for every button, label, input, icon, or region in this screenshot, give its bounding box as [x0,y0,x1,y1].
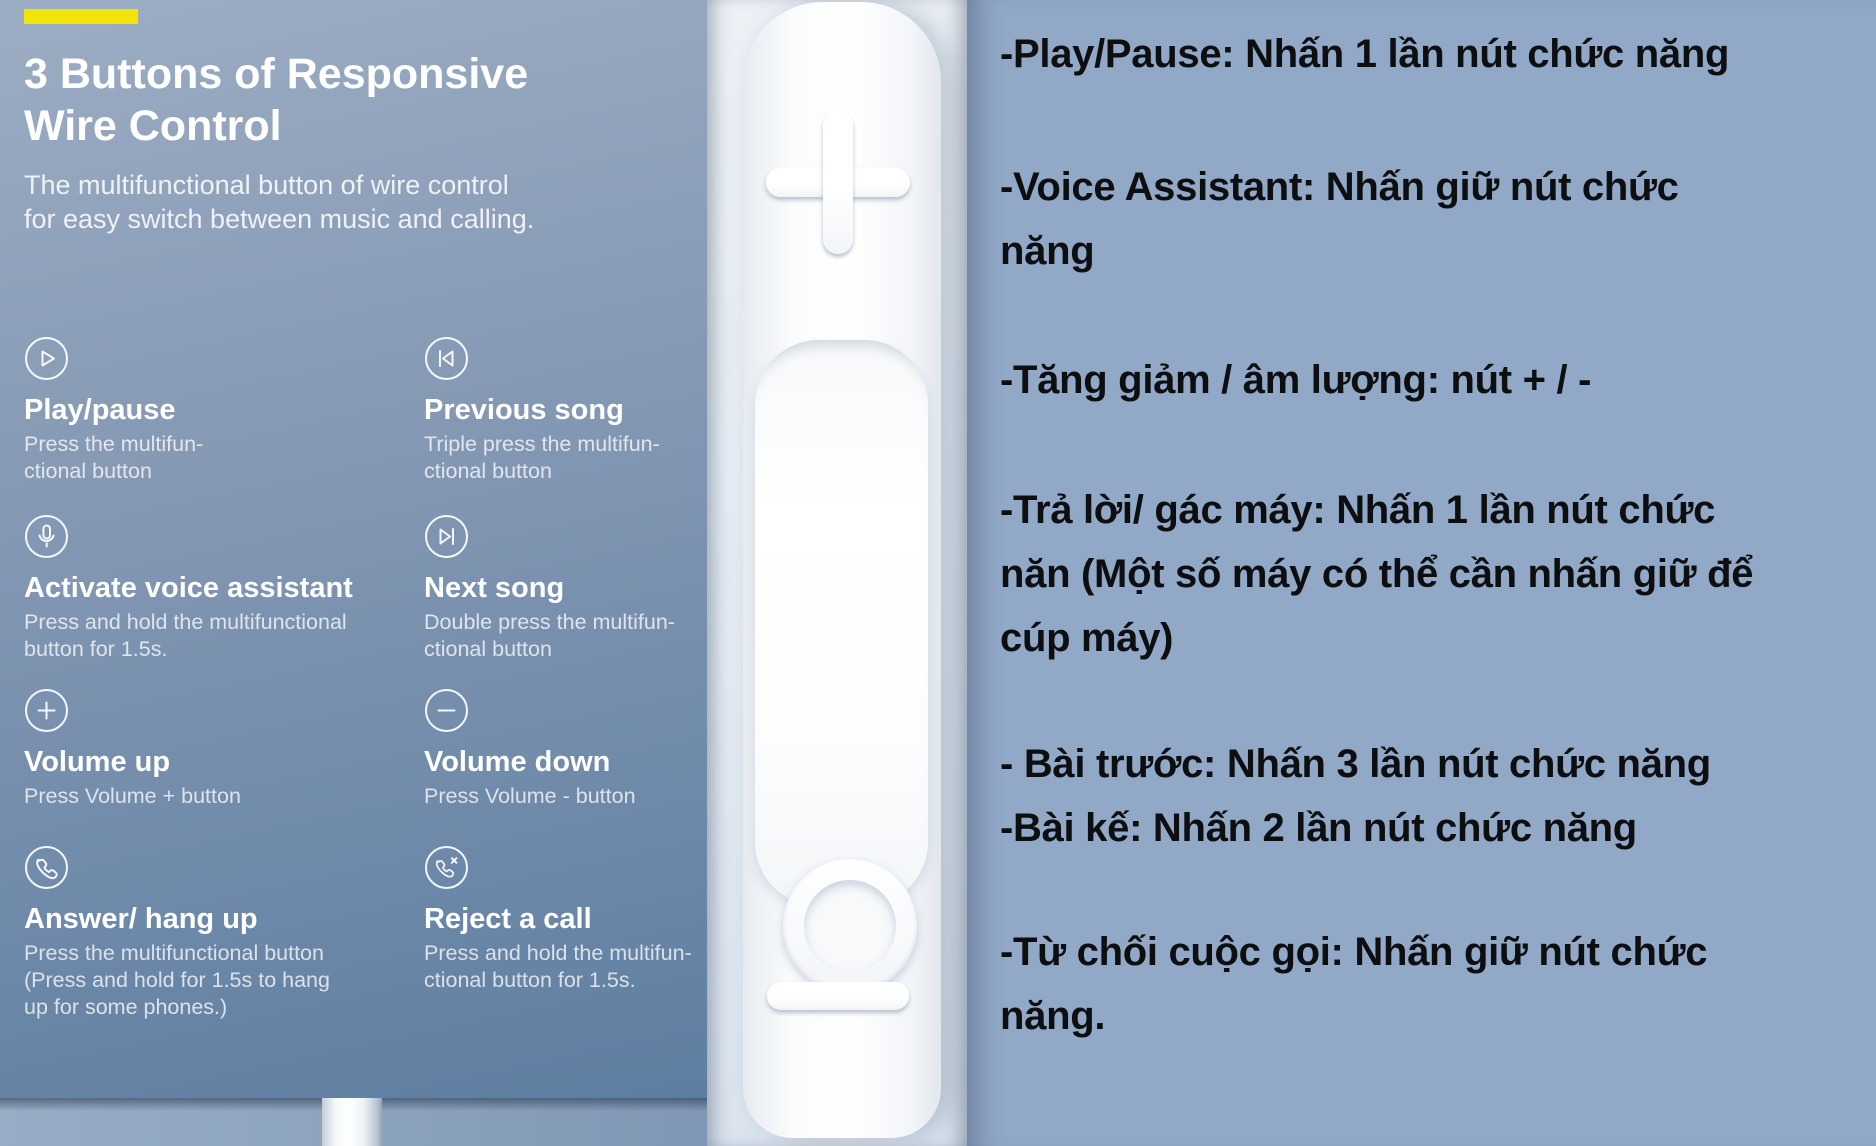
accent-bar [24,9,138,24]
instruction-voice-assistant: -Voice Assistant: Nhấn giữ nút chức năng [1000,165,1679,273]
volume-plus-button-vertical [823,111,853,254]
feature-desc-line: Press the multifun- [24,432,204,456]
page-title [24,48,528,152]
feature-title: Next song [424,572,565,604]
feature-desc-line: Press the multifunctional button [24,941,324,965]
play-icon [24,336,69,381]
volume-down-icon [424,688,469,733]
feature-desc-line: ctional button for 1.5s. [424,968,636,992]
multifunction-ring-button [783,859,917,993]
feature-desc-line: up for some phones.) [24,995,228,1019]
feature-title: Play/pause [24,394,176,426]
page-subtitle: The multifunctional button of wire control for easy switch between music and calling. [24,170,535,234]
feature-desc-line: Triple press the multifun- [424,432,660,456]
instruction-play-pause: -Play/Pause: Nhấn 1 lần nút chức năng [1000,32,1730,76]
page-title-line2: Wire Control [24,102,282,150]
reject-call-icon [424,845,469,890]
feature-desc-line: Press and hold the multifunctional [24,610,347,634]
feature-title: Answer/ hang up [24,903,258,935]
page-title-line1: 3 Buttons of Responsive [24,50,529,98]
previous-song-icon [424,336,469,381]
feature-item-answer-hang-up [24,845,420,1021]
volume-minus-button [767,982,909,1010]
feature-title: Reject a call [424,903,592,935]
feature-title: Volume up [24,746,171,778]
instruction-volume: -Tăng giảm / âm lượng: nút + / - [1000,358,1592,402]
feature-desc-line: Press Volume + button [24,784,241,808]
volume-up-icon [24,688,69,733]
next-song-icon [424,514,469,559]
feature-item-voice-assistant [24,514,420,663]
mic-icon [24,514,69,559]
answer-call-icon [24,845,69,890]
remote-photo [743,2,941,1138]
feature-desc-line: ctional button [424,459,552,483]
feature-desc-line: ctional button [24,459,152,483]
multifunction-ring-inner [804,880,896,972]
feature-item-volume-up [24,688,420,810]
feature-desc-line: Press Volume - button [424,784,636,808]
feature-desc-line: Double press the multifun- [424,610,675,634]
feature-title: Volume down [424,746,611,778]
instruction-reject-call: -Từ chối cuộc gọi: Nhấn giữ nút chức năng. [1000,930,1708,1038]
feature-card [0,0,707,1098]
remote-photo-strip [707,0,967,1146]
feature-title: Activate voice assistant [24,572,353,604]
feature-desc-line: (Press and hold for 1.5s to hang [24,968,330,992]
feature-title: Previous song [424,394,624,426]
feature-item-play-pause [24,336,420,485]
feature-desc-line: Press and hold the multifun- [424,941,692,965]
instruction-previous-next-song: - Bài trước: Nhấn 3 lần nút chức năng -Bài kế: Nhấn 2 lần nút chức năng [1000,742,1711,850]
feature-desc-line: button for 1.5s. [24,637,168,661]
feature-desc-line: ctional button [424,637,552,661]
remote-rocker-pad [755,340,928,906]
instruction-answer-hang-up: -Trả lời/ gác máy: Nhấn 1 lần nút chức năn (Một số máy có thể cần nhấn giữ để cúp máy) [1000,488,1754,660]
instructions-panel [967,0,1876,1146]
earphone-cable [322,1098,382,1146]
